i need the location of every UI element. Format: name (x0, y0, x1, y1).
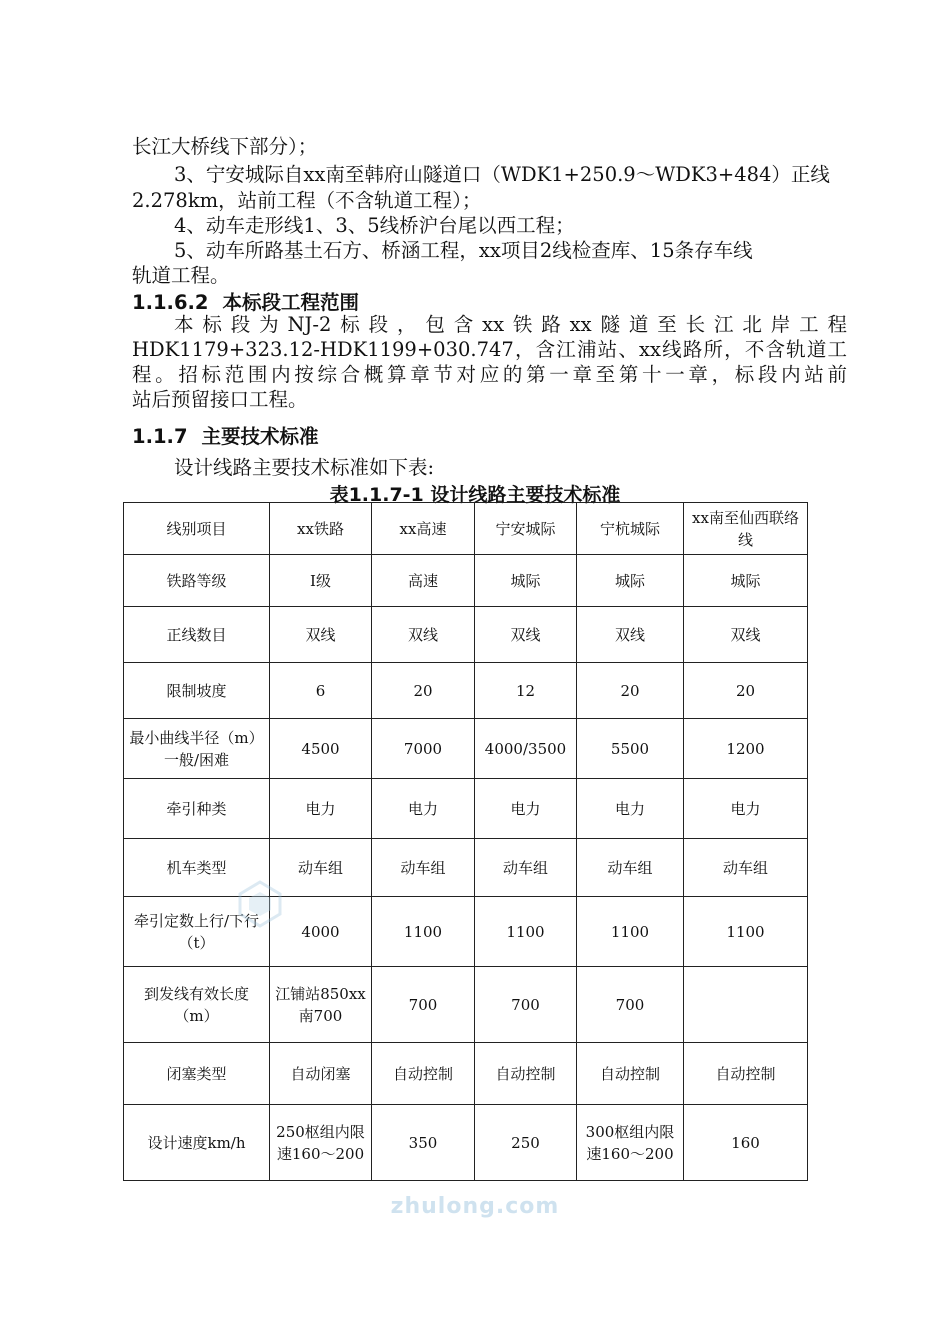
table-row (124, 555, 808, 607)
table-cell: 双线 (684, 607, 808, 663)
table-cell: 江铺站850xx南700 (270, 967, 372, 1043)
zhulong-logo-icon (236, 880, 284, 928)
table-row-label: 最小曲线半径（m）一般/困难 (124, 719, 270, 779)
table-caption: 表1.1.7-1 设计线路主要技术标准 (329, 484, 621, 506)
table-cell: 1100 (577, 897, 684, 967)
table-cell: 自动控制 (684, 1043, 808, 1105)
table-cell: 4500 (270, 719, 372, 779)
table-cell: 双线 (475, 607, 577, 663)
section-title: 本标段工程范围 (222, 291, 360, 314)
table-row (124, 839, 808, 897)
table-cell: 4000 (270, 897, 372, 967)
paragraph-text: 3、宁安城际自xx南至韩府山隧道口（WDK1+250.9～WDK3+484）正线 (174, 163, 830, 186)
table-header-cell: 宁安城际 (475, 503, 577, 555)
table-cell: 20 (372, 663, 475, 719)
table-cell: 350 (372, 1105, 475, 1181)
table-cell: 300枢组内限速160～200 (577, 1105, 684, 1181)
table-header-row (124, 503, 808, 555)
table-row-label: 机车类型 (124, 839, 270, 897)
table-cell: 城际 (475, 555, 577, 607)
section-title: 主要技术标准 (201, 425, 319, 448)
table-cell: 电力 (372, 779, 475, 839)
table-intro-text: 设计线路主要技术标准如下表: (174, 456, 435, 479)
table-cell: 双线 (577, 607, 684, 663)
table-cell: 自动控制 (577, 1043, 684, 1105)
table-cell: 城际 (684, 555, 808, 607)
table-cell: 电力 (270, 779, 372, 839)
table-row (124, 663, 808, 719)
table-cell: 4000/3500 (475, 719, 577, 779)
table-cell: 动车组 (372, 839, 475, 897)
table-header-cell: xx铁路 (270, 503, 372, 555)
table-cell: 城际 (577, 555, 684, 607)
table-cell: 250 (475, 1105, 577, 1181)
table-row-label: 到发线有效长度（m） (124, 967, 270, 1043)
table-cell: 6 (270, 663, 372, 719)
table-cell: 1100 (475, 897, 577, 967)
section-number: 1.1.6.2 (132, 291, 209, 314)
table-cell: 250枢组内限速160～200 (270, 1105, 372, 1181)
table-row (124, 1043, 808, 1105)
table-row (124, 967, 808, 1043)
table-cell: 双线 (372, 607, 475, 663)
table-cell: 双线 (270, 607, 372, 663)
table-cell: 5500 (577, 719, 684, 779)
table-cell: 1200 (684, 719, 808, 779)
table-cell: 700 (577, 967, 684, 1043)
table-row (124, 1105, 808, 1181)
table-cell: 20 (577, 663, 684, 719)
table-cell: 动车组 (270, 839, 372, 897)
table-row (124, 897, 808, 967)
paragraph-text: HDK1179+323.12-HDK1199+030.747，含江浦站、xx线路所，不含轨道工 (132, 338, 847, 361)
table-row-label: 牵引定数上行/下行（t） (124, 897, 270, 967)
table-row-label: 限制坡度 (124, 663, 270, 719)
section-number: 1.1.7 (132, 425, 188, 448)
table-cell: 动车组 (577, 839, 684, 897)
table-cell: 1100 (684, 897, 808, 967)
table-cell: 电力 (684, 779, 808, 839)
table-row-label: 牵引种类 (124, 779, 270, 839)
table-cell: 自动控制 (372, 1043, 475, 1105)
table-cell: 700 (372, 967, 475, 1043)
table-row-label: 闭塞类型 (124, 1043, 270, 1105)
table-header-cell: xx南至仙西联络线 (684, 503, 808, 555)
paragraph-text: 长江大桥线下部分）； (132, 135, 318, 158)
table-row-label: 正线数目 (124, 607, 270, 663)
table-header-cell: 线别项目 (124, 503, 270, 555)
paragraph-text: 5、动车所路基土石方、桥涵工程，xx项目2线检查库、15条存车线 (174, 239, 753, 262)
table-row (124, 607, 808, 663)
table-cell: 700 (475, 967, 577, 1043)
paragraph-text: 程。招标范围内按综合概算章节对应的第一章至第十一章，标段内站前 (132, 363, 847, 386)
table-cell: 电力 (577, 779, 684, 839)
table-header-cell: 宁杭城际 (577, 503, 684, 555)
table-cell: 160 (684, 1105, 808, 1181)
paragraph-text: 4、动车走形线1、3、5线桥沪台尾以西工程； (174, 214, 575, 237)
technical-standards-table (123, 502, 808, 1181)
section-heading (132, 421, 319, 449)
paragraph-text: 2.278km，站前工程（不含轨道工程）； (132, 189, 482, 212)
section-heading (132, 287, 359, 315)
table-row-label: 设计速度km/h (124, 1105, 270, 1181)
table-cell: 20 (684, 663, 808, 719)
table-cell (684, 967, 808, 1043)
table-cell: 12 (475, 663, 577, 719)
table-cell: Ⅰ级 (270, 555, 372, 607)
table-cell: 1100 (372, 897, 475, 967)
table-cell: 7000 (372, 719, 475, 779)
paragraph-text: 站后预留接口工程。 (132, 388, 308, 411)
table-cell: 电力 (475, 779, 577, 839)
table-header-cell: xx高速 (372, 503, 475, 555)
table-cell: 动车组 (684, 839, 808, 897)
table-row-label: 铁路等级 (124, 555, 270, 607)
table-cell: 自动闭塞 (270, 1043, 372, 1105)
paragraph-text: 本标段为NJ-2标段，包含xx铁路xx隧道至长江北岸工程 (174, 313, 847, 336)
table-cell: 自动控制 (475, 1043, 577, 1105)
paragraph-text: 轨道工程。 (132, 264, 230, 287)
table-cell: 动车组 (475, 839, 577, 897)
table-cell: 高速 (372, 555, 475, 607)
table-row (124, 719, 808, 779)
watermark-text: zhulong.com (390, 1194, 560, 1219)
table-row (124, 779, 808, 839)
